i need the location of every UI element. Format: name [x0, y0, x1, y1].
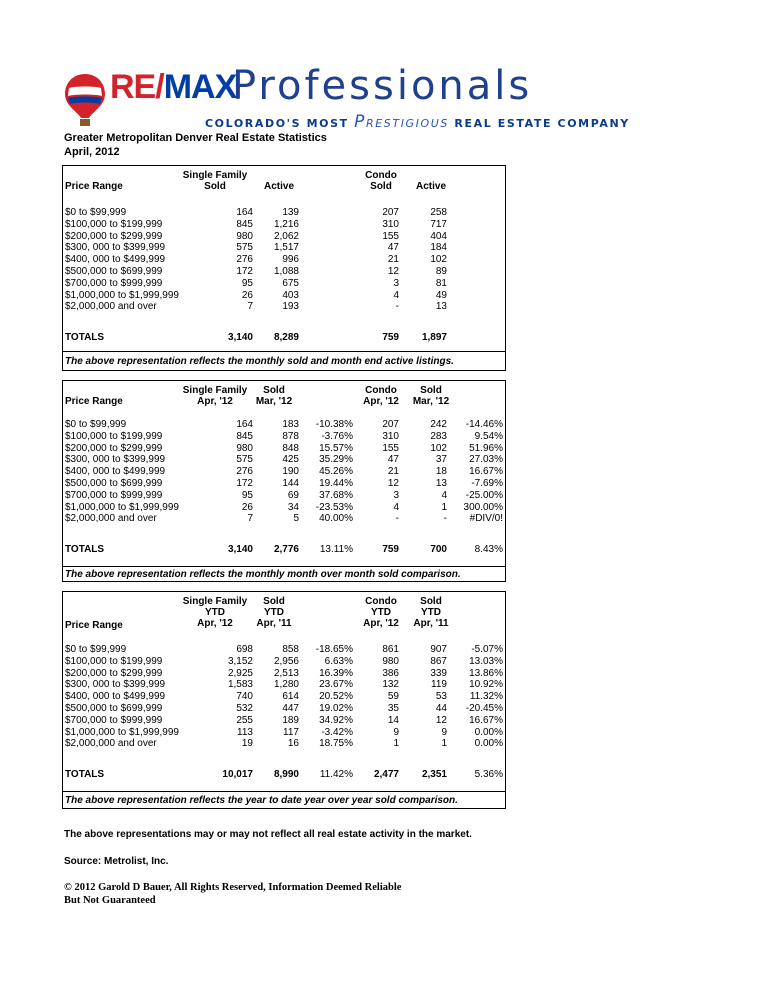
value-cell: 12 [387, 266, 399, 277]
value-cell: 532 [236, 703, 253, 714]
value-cell: 13 [435, 301, 447, 313]
condo-current-header: Apr, '12 [363, 396, 399, 407]
single-family-header: Single Family [182, 170, 248, 181]
sold-prior-header: Apr, '11 [256, 618, 292, 629]
table-row [63, 644, 505, 655]
value-cell: 386 [382, 667, 399, 679]
value-cell: 845 [236, 218, 253, 230]
price-range-cell: $100,000 to $199,999 [65, 218, 163, 230]
table-row [63, 443, 505, 454]
value-cell: 2,925 [227, 667, 253, 679]
value-cell: 867 [430, 655, 447, 667]
value-cell: 425 [282, 454, 299, 466]
value-cell: 13.86% [469, 667, 503, 679]
price-range-cell: $2,000,000 and over [65, 738, 157, 750]
value-cell: 575 [236, 242, 253, 254]
single-family-header: Single Family [182, 596, 248, 607]
value-cell: 2,513 [273, 667, 299, 679]
table-row [63, 715, 505, 726]
month-over-month-table [62, 380, 506, 582]
table-row [63, 691, 505, 702]
value-cell: 403 [282, 289, 299, 301]
table-row [63, 419, 505, 430]
value-cell: 255 [236, 714, 253, 726]
value-cell: 3 [393, 489, 399, 501]
price-range-cell: $200,000 to $299,999 [65, 667, 163, 679]
price-range-cell: $0 to $99,999 [65, 644, 127, 655]
value-cell: 34.92% [319, 714, 353, 726]
table-row [63, 466, 505, 477]
value-cell: #DIV/0! [469, 513, 503, 525]
value-cell: 89 [435, 266, 447, 277]
value-cell: 26 [241, 289, 253, 301]
value-cell: 16 [287, 738, 299, 750]
price-range-cell: $500,000 to $699,999 [65, 478, 163, 489]
value-cell: 19.44% [319, 478, 353, 489]
price-range-cell: $400, 000 to $499,999 [65, 691, 166, 703]
value-cell: 23.67% [319, 679, 353, 691]
table-row [63, 502, 505, 513]
brand-tagline: COLORADO'S MOST PRESTIGIOUS REAL ESTATE COMPANY [205, 112, 630, 132]
value-cell: 95 [241, 277, 253, 289]
price-range-header: Price Range [65, 396, 123, 407]
table-row [63, 301, 505, 312]
value-cell: 102 [430, 254, 447, 266]
value-cell: 207 [382, 207, 399, 218]
value-cell: 980 [236, 230, 253, 242]
condo-active-header: Active [415, 181, 446, 192]
value-cell: 81 [435, 277, 447, 289]
balloon-logo-icon [64, 72, 106, 128]
value-cell: 4 [393, 501, 399, 513]
value-cell: 310 [382, 430, 399, 442]
value-cell: 69 [287, 489, 299, 501]
table-row [63, 703, 505, 714]
price-range-cell: $700,000 to $999,999 [65, 489, 163, 501]
value-cell: 848 [282, 442, 299, 454]
disclaimer-text: The above representations may or may not reflect all real estate activity in the market. [64, 829, 472, 840]
value-cell: -7.69% [471, 478, 503, 489]
table-row [63, 278, 505, 289]
year-over-year-table [62, 591, 506, 809]
value-cell: 45.26% [319, 466, 353, 478]
value-cell: 1 [393, 738, 399, 750]
value-cell: 144 [282, 478, 299, 489]
value-cell: 34 [287, 501, 299, 513]
value-cell: 102 [430, 442, 447, 454]
price-range-cell: $300, 000 to $399,999 [65, 679, 166, 691]
condo-sold-ytd-header: YTD [421, 607, 441, 618]
value-cell: 9.54% [474, 430, 503, 442]
table-row [63, 431, 505, 442]
value-cell: 13.03% [469, 655, 503, 667]
value-cell: 1,216 [273, 218, 299, 230]
price-range-cell: $1,000,000 to $1,999,999 [65, 726, 179, 738]
value-cell: 190 [282, 466, 299, 478]
brand-name: Professionals [232, 63, 533, 109]
table-row [63, 513, 505, 524]
condo-header: Condo [365, 596, 397, 607]
value-cell: 14 [387, 714, 399, 726]
price-range-cell: $100,000 to $199,999 [65, 430, 163, 442]
sf-sold-header: Sold [204, 181, 226, 192]
value-cell: 980 [236, 442, 253, 454]
value-cell: 53 [435, 691, 447, 703]
value-cell: 242 [430, 419, 447, 430]
table-row [63, 727, 505, 738]
value-cell: 10.92% [469, 679, 503, 691]
totals-row: TOTALS 3,140 8,289 759 1,897 [65, 332, 447, 343]
condo-ytd-header: YTD [371, 607, 391, 618]
single-family-header: Single Family [182, 385, 248, 396]
condo-sold-prior-header: Mar, '12 [412, 396, 450, 407]
value-cell: 164 [236, 419, 253, 430]
value-cell: 980 [382, 655, 399, 667]
value-cell: 172 [236, 266, 253, 277]
copyright-line-1: © 2012 Garold D Bauer, All Rights Reserved, Information Deemed Reliable [64, 882, 402, 893]
value-cell: 21 [387, 466, 399, 478]
value-cell: 193 [282, 301, 299, 313]
value-cell: -20.45% [465, 703, 503, 714]
value-cell: 7 [247, 513, 253, 525]
value-cell: 95 [241, 489, 253, 501]
value-cell: -3.42% [321, 726, 353, 738]
price-range-cell: $2,000,000 and over [65, 513, 157, 525]
value-cell: 183 [282, 419, 299, 430]
value-cell: 35.29% [319, 454, 353, 466]
value-cell: -10.38% [315, 419, 353, 430]
value-cell: 19 [241, 738, 253, 750]
table-row [63, 478, 505, 489]
table-row [63, 290, 505, 301]
value-cell: 614 [282, 691, 299, 703]
value-cell: 907 [430, 644, 447, 655]
value-cell: 447 [282, 703, 299, 714]
value-cell: 11.32% [469, 691, 503, 703]
value-cell: 47 [387, 454, 399, 466]
price-range-cell: $1,000,000 to $1,999,999 [65, 501, 179, 513]
table-row [63, 242, 505, 253]
price-range-cell: $100,000 to $199,999 [65, 655, 163, 667]
value-cell: 16.39% [319, 667, 353, 679]
value-cell: 7 [247, 301, 253, 313]
price-range-cell: $500,000 to $699,999 [65, 703, 163, 714]
value-cell: 26 [241, 501, 253, 513]
value-cell: 20.52% [319, 691, 353, 703]
value-cell: 35 [387, 703, 399, 714]
price-range-cell: $2,000,000 and over [65, 301, 157, 313]
table-row [63, 656, 505, 667]
value-cell: 1,517 [273, 242, 299, 254]
table-row [63, 679, 505, 690]
sold-ytd-header: YTD [264, 607, 284, 618]
table-row [63, 738, 505, 749]
table-row [63, 266, 505, 277]
table-row [63, 254, 505, 265]
value-cell: 164 [236, 207, 253, 218]
value-cell: 3,152 [227, 655, 253, 667]
value-cell: 276 [236, 466, 253, 478]
condo-sold-header: Sold [420, 385, 442, 396]
value-cell: 9 [441, 726, 447, 738]
value-cell: 37.68% [319, 489, 353, 501]
value-cell: 404 [430, 230, 447, 242]
value-cell: 155 [382, 442, 399, 454]
value-cell: - [443, 513, 447, 525]
sold-prior-header: Mar, '12 [255, 396, 293, 407]
value-cell: 16.67% [469, 714, 503, 726]
remax-wordmark: RE/MAX [110, 68, 237, 106]
value-cell: 1 [441, 738, 447, 750]
condo-sold-header: Sold [420, 596, 442, 607]
value-cell: -14.46% [465, 419, 503, 430]
value-cell: 51.96% [469, 442, 503, 454]
value-cell: 1,280 [273, 679, 299, 691]
value-cell: 0.00% [474, 726, 503, 738]
value-cell: 37 [435, 454, 447, 466]
price-range-cell: $300, 000 to $399,999 [65, 454, 166, 466]
table-note: The above representation reflects the monthly sold and month end active listings. [63, 351, 505, 371]
price-range-cell: $300, 000 to $399,999 [65, 242, 166, 254]
table-row [63, 668, 505, 679]
sold-active-table [62, 165, 506, 371]
value-cell: 6.63% [324, 655, 353, 667]
value-cell: 310 [382, 218, 399, 230]
condo-sold-header: Sold [370, 181, 392, 192]
sold-header: Sold [263, 385, 285, 396]
price-range-cell: $0 to $99,999 [65, 207, 127, 218]
value-cell: 189 [282, 714, 299, 726]
table-note: The above representation reflects the monthly month over month sold comparison. [63, 566, 505, 582]
value-cell: 2,062 [273, 230, 299, 242]
value-cell: 300.00% [463, 501, 503, 513]
value-cell: 9 [393, 726, 399, 738]
value-cell: 2,956 [273, 655, 299, 667]
value-cell: 3 [393, 277, 399, 289]
value-cell: 698 [236, 644, 253, 655]
value-cell: 740 [236, 691, 253, 703]
page-title: Greater Metropolitan Denver Real Estate Statistics [64, 132, 327, 144]
report-date: April, 2012 [64, 146, 120, 158]
sf-active-header: Active [263, 181, 294, 192]
value-cell: -18.65% [315, 644, 353, 655]
value-cell: 675 [282, 277, 299, 289]
table-row [63, 207, 505, 218]
table-row [63, 219, 505, 230]
value-cell: 184 [430, 242, 447, 254]
value-cell: 1,088 [273, 266, 299, 277]
value-cell: 113 [237, 726, 253, 738]
value-cell: 18 [435, 466, 447, 478]
value-cell: 258 [430, 207, 447, 218]
value-cell: 0.00% [474, 738, 503, 750]
table-note: The above representation reflects the year to date year over year sold comparison. [63, 791, 505, 809]
price-range-cell: $1,000,000 to $1,999,999 [65, 289, 179, 301]
value-cell: 4 [441, 489, 447, 501]
value-cell: 19.02% [319, 703, 353, 714]
sold-header: Sold [263, 596, 285, 607]
totals-row: TOTALS 10,017 8,990 11.42% 2,477 2,351 5.36% [65, 769, 503, 780]
price-range-cell: $200,000 to $299,999 [65, 230, 163, 242]
value-cell: 27.03% [469, 454, 503, 466]
value-cell: 49 [435, 289, 447, 301]
value-cell: 21 [387, 254, 399, 266]
price-range-cell: $200,000 to $299,999 [65, 442, 163, 454]
price-range-cell: $0 to $99,999 [65, 419, 127, 430]
value-cell: - [395, 301, 399, 313]
value-cell: 16.67% [469, 466, 503, 478]
value-cell: 47 [387, 242, 399, 254]
value-cell: 12 [435, 714, 447, 726]
sf-current-header: Apr, '12 [197, 618, 233, 629]
value-cell: 4 [393, 289, 399, 301]
value-cell: -5.07% [471, 644, 503, 655]
value-cell: 845 [236, 430, 253, 442]
value-cell: 40.00% [319, 513, 353, 525]
table-row [63, 454, 505, 465]
value-cell: 13 [435, 478, 447, 489]
value-cell: 276 [236, 254, 253, 266]
value-cell: 339 [430, 667, 447, 679]
value-cell: 878 [282, 430, 299, 442]
value-cell: 1,583 [227, 679, 253, 691]
sf-ytd-header: YTD [205, 607, 225, 618]
value-cell: 861 [382, 644, 399, 655]
value-cell: 5 [293, 513, 299, 525]
copyright-line-2: But Not Guaranteed [64, 895, 156, 906]
value-cell: 996 [282, 254, 299, 266]
value-cell: 119 [431, 679, 447, 691]
value-cell: 283 [430, 430, 447, 442]
value-cell: 44 [435, 703, 447, 714]
price-range-header: Price Range [65, 620, 123, 631]
condo-sold-prior-header: Apr, '11 [413, 618, 449, 629]
value-cell: -3.76% [321, 430, 353, 442]
value-cell: 15.57% [319, 442, 353, 454]
price-range-cell: $500,000 to $699,999 [65, 266, 163, 277]
value-cell: 717 [430, 218, 447, 230]
table-row [63, 231, 505, 242]
value-cell: 1 [441, 501, 447, 513]
price-range-cell: $400, 000 to $499,999 [65, 466, 166, 478]
condo-current-header: Apr, '12 [363, 618, 399, 629]
value-cell: 117 [283, 726, 299, 738]
price-range-cell: $400, 000 to $499,999 [65, 254, 166, 266]
value-cell: -25.00% [465, 489, 503, 501]
totals-row: TOTALS 3,140 2,776 13.11% 759 700 8.43% [65, 544, 503, 555]
value-cell: 858 [282, 644, 299, 655]
value-cell: 207 [382, 419, 399, 430]
source-text: Source: Metrolist, Inc. [64, 856, 169, 867]
price-range-cell: $700,000 to $999,999 [65, 714, 163, 726]
table-row [63, 490, 505, 501]
price-range-cell: $700,000 to $999,999 [65, 277, 163, 289]
price-range-header: Price Range [65, 181, 123, 192]
value-cell: 59 [387, 691, 399, 703]
condo-header: Condo [365, 385, 397, 396]
value-cell: 18.75% [319, 738, 353, 750]
value-cell: - [395, 513, 399, 525]
value-cell: 132 [382, 679, 399, 691]
value-cell: 172 [236, 478, 253, 489]
condo-header: Condo [365, 170, 397, 181]
value-cell: 155 [382, 230, 399, 242]
sf-current-header: Apr, '12 [197, 396, 233, 407]
value-cell: 12 [387, 478, 399, 489]
value-cell: 139 [282, 207, 299, 218]
value-cell: -23.53% [315, 501, 353, 513]
value-cell: 575 [236, 454, 253, 466]
